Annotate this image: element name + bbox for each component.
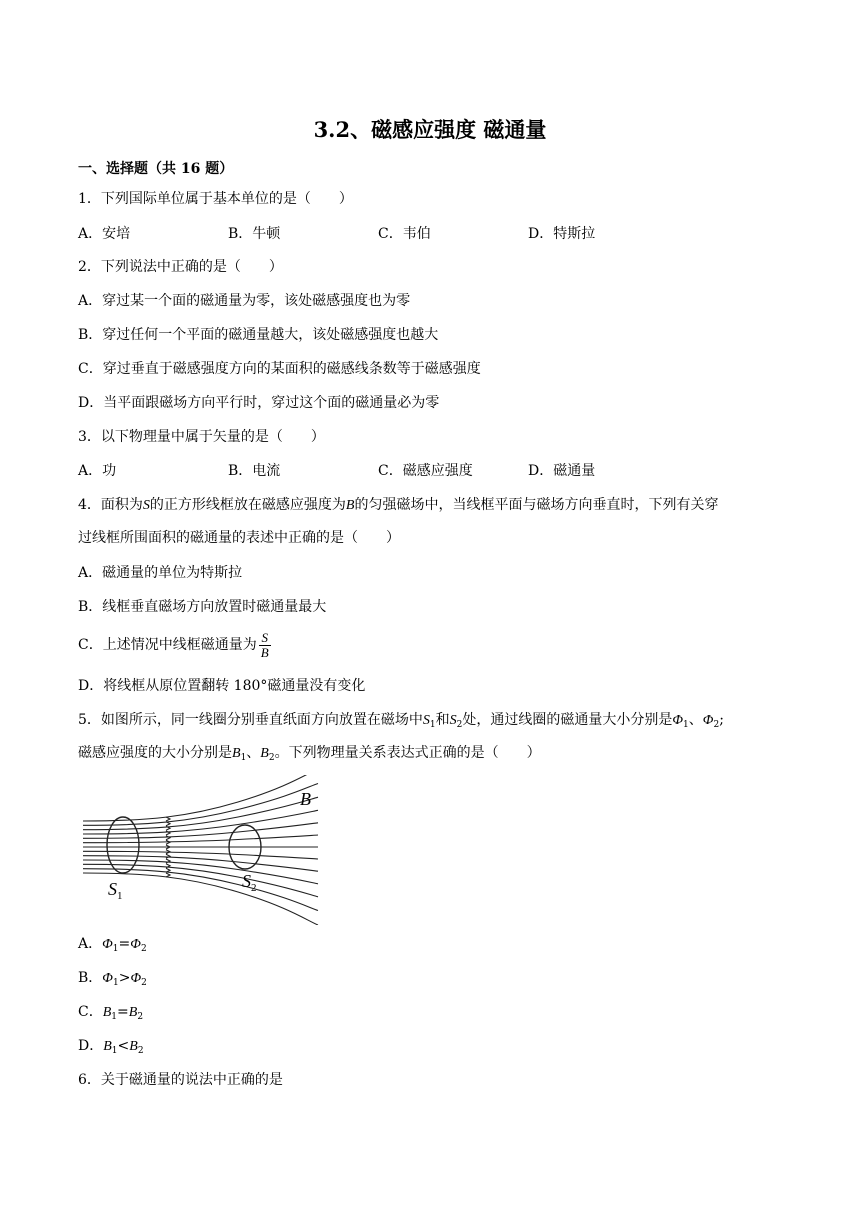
question-2-stem: 2．下列说法中正确的是（ ） bbox=[78, 259, 283, 275]
section-heading: 一、选择题（共 16 题） bbox=[78, 161, 234, 177]
fraction-s-over-b: $\frac{S}{B}$ bbox=[260, 629, 269, 660]
field-line bbox=[83, 784, 318, 826]
question-2-option-d: D．当平面跟磁场方向平行时，穿过这个面的磁通量必为零 bbox=[78, 395, 440, 411]
question-3-option-a: A．功 bbox=[78, 463, 117, 479]
page-title: 3.2、磁感应强度 磁通量 bbox=[313, 117, 547, 142]
field-line bbox=[83, 775, 318, 821]
field-arrow bbox=[166, 817, 170, 821]
question-4-option-b: B．线框垂直磁场方向放置时磁通量最大 bbox=[78, 599, 327, 615]
question-4-stem-line-2: 过线框所围面积的磁通量的表述中正确的是（ ） bbox=[78, 530, 400, 546]
question-4-option-c: C．上述情况中线框磁通量为 $\frac{S}{B}$ bbox=[78, 629, 269, 660]
question-6-stem: 6．关于磁通量的说法中正确的是 bbox=[78, 1072, 283, 1088]
question-2-option-a: A．穿过某一个面的磁通量为零，该处磁感强度也为零 bbox=[78, 293, 411, 309]
question-2-option-b: B．穿过任何一个平面的磁通量越大，该处磁感强度也越大 bbox=[78, 327, 439, 343]
question-3-option-b: B．电流 bbox=[228, 463, 281, 479]
question-5-option-b: B．$\Phi_1>\Phi_2$ bbox=[78, 970, 147, 988]
question-5-option-d: D．$B_1<B_2$ bbox=[78, 1038, 144, 1056]
field-line bbox=[83, 835, 318, 843]
question-1-option-b: B．牛顿 bbox=[228, 226, 281, 242]
magnetic-field-figure bbox=[78, 775, 330, 925]
question-4-option-a: A．磁通量的单位为特斯拉 bbox=[78, 565, 243, 581]
question-1-option-c: C．韦伯 bbox=[378, 226, 431, 242]
question-2-option-c: C．穿过垂直于磁感强度方向的某面积的磁感线条数等于磁感强度 bbox=[78, 361, 481, 377]
question-5-stem-line-1: 5．如图所示，同一线圈分别垂直纸面方向放置在磁场中$S_1$和$S_2$处，通过线圈的磁通量大小分别是$\Phi_1$、$\Phi_2$; bbox=[78, 712, 724, 730]
question-1-stem: 1．下列国际单位属于基本单位的是（ ） bbox=[78, 191, 353, 207]
question-5-option-a: A．$\Phi_1=\Phi_2$ bbox=[78, 936, 147, 954]
question-5-option-c: C．$B_1=B_2$ bbox=[78, 1004, 144, 1022]
coil-label-s2: $S_2$ bbox=[242, 871, 257, 894]
question-3-stem: 3．以下物理量中属于矢量的是（ ） bbox=[78, 429, 325, 445]
question-4-option-d: D．将线框从原位置翻转 180°磁通量没有变化 bbox=[78, 678, 366, 694]
question-1-option-a: A．安培 bbox=[78, 226, 131, 242]
question-3-option-c: C．磁感应强度 bbox=[378, 463, 473, 479]
question-3-option-d: D．磁通量 bbox=[528, 463, 596, 479]
field-line bbox=[83, 810, 318, 834]
question-1-option-d: D．特斯拉 bbox=[528, 226, 596, 242]
coil-label-s1: $S_1$ bbox=[108, 879, 123, 902]
field-arrow bbox=[166, 873, 170, 877]
field-line bbox=[83, 851, 318, 859]
question-4-stem-line-1: 4．面积为S的正方形线框放在磁感应强度为B的匀强磁场中，当线框平面与磁场方向垂直时，下列有关穿 bbox=[78, 497, 719, 513]
field-label-b: B bbox=[300, 789, 311, 809]
field-lines bbox=[83, 775, 318, 925]
question-5-stem-line-2: 磁感应强度的大小分别是$B_1$、$B_2$。下列物理量关系表达式正确的是（ ） bbox=[78, 745, 541, 763]
